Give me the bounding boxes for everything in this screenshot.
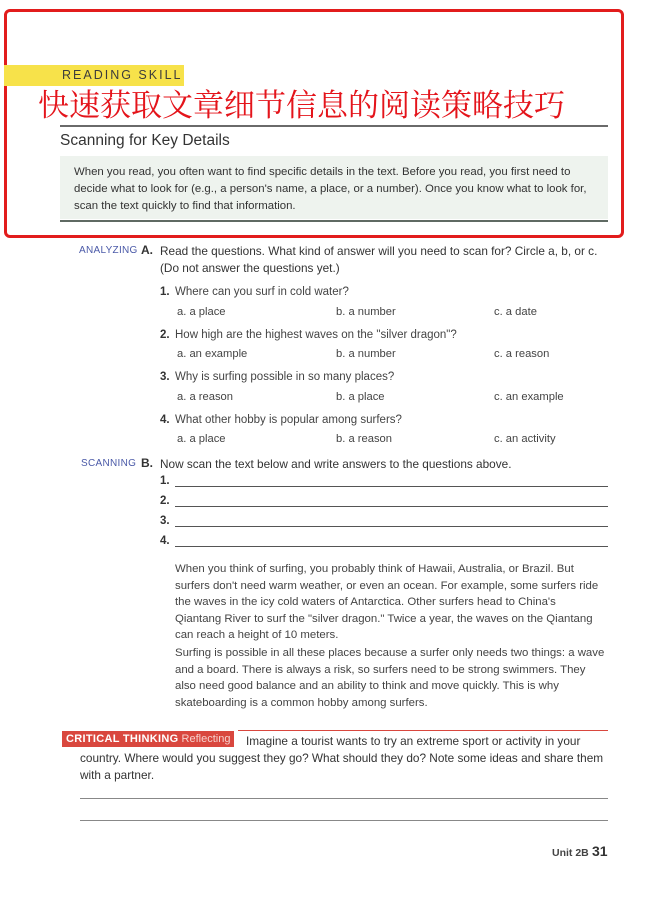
analyzing-label: ANALYZING (79, 245, 138, 256)
reading-paragraph-1: When you think of surfing, you probably think of Hawaii, Australia, or Brazil. But surfers don't need warm weather, or even an ocean. For example, some surfers ride the waves in the icy cold waters of Antarctica. Other surfers head to China's Qiantang River to surf the "silver dragon." Twice a year, the waves on the Qiantang can reach a height of 10 meters. (175, 563, 599, 641)
question-number: 1. (160, 286, 170, 298)
option-a[interactable]: a. an example (177, 348, 248, 360)
answer-number: 1. (160, 475, 170, 487)
scanning-label: SCANNING (81, 458, 137, 469)
question-number: 4. (160, 414, 170, 426)
question-text: Where can you surf in cold water? (175, 286, 349, 298)
critical-thinking-sublabel: Reflecting (181, 733, 231, 745)
option-a[interactable]: a. a reason (177, 391, 233, 403)
skill-text: When you read, you often want to find specific details in the text. Before you read, you first need to decide what to look for (e.g., a person's name, a place, or a number). Once you know what to look for, scan the text quickly to find that information. (74, 166, 587, 212)
question-number: 3. (160, 371, 170, 383)
activity-a-letter: A. (141, 243, 153, 257)
notes-line-2[interactable] (80, 820, 608, 821)
option-c[interactable]: c. a date (494, 306, 537, 318)
activity-b-instruction: Now scan the text below and write answers to the questions above. (160, 457, 512, 471)
reading-skill-tag: READING SKILL (4, 65, 184, 86)
answer-line-1[interactable] (175, 486, 608, 487)
unit-label: Unit 2B (552, 847, 589, 859)
divider (60, 220, 608, 222)
question-number: 2. (160, 329, 170, 341)
question-text: Why is surfing possible in so many places? (175, 371, 395, 383)
page-number: 31 (592, 843, 608, 859)
answer-number: 4. (160, 535, 170, 547)
notes-line-1[interactable] (80, 798, 608, 799)
option-b[interactable]: b. a number (336, 348, 396, 360)
option-a[interactable]: a. a place (177, 306, 226, 318)
question-text: What other hobby is popular among surfers? (175, 414, 402, 426)
skill-title: Scanning for Key Details (60, 132, 230, 149)
activity-b-letter: B. (141, 456, 153, 470)
reading-paragraph-2: Surfing is possible in all these places because a surfer only needs two things: a wave and a board. There is always a risk, so surfers need to be strong swimmers. They also need good balance and an ability to think and move quickly. This is why skateboarding is a common hobby among surfers. (175, 647, 605, 709)
option-c[interactable]: c. a reason (494, 348, 550, 360)
option-c[interactable]: c. an example (494, 391, 564, 403)
chinese-annotation-title: 快速获取文章细节信息的阅读策略技巧 (38, 88, 565, 124)
option-b[interactable]: b. a number (336, 306, 396, 318)
option-a[interactable]: a. a place (177, 433, 226, 445)
option-b[interactable]: b. a place (336, 391, 385, 403)
divider (60, 125, 608, 127)
answer-number: 3. (160, 515, 170, 527)
critical-thinking-label: CRITICAL THINKING (66, 733, 179, 745)
answer-line-4[interactable] (175, 546, 608, 547)
critical-thinking-rule (238, 730, 608, 731)
answer-line-3[interactable] (175, 526, 608, 527)
option-c[interactable]: c. an activity (494, 433, 556, 445)
activity-a-instruction: Read the questions. What kind of answer will you need to scan for? Circle a, b, or c. (Do not answer the questions yet.) (160, 244, 598, 275)
question-text: How high are the highest waves on the "silver dragon"? (175, 329, 457, 341)
option-b[interactable]: b. a reason (336, 433, 392, 445)
critical-thinking-text: Imagine a tourist wants to try an extreme sport or activity in your country. Where would you suggest they go? What should they do? Note some ideas and share them with a partner. (80, 734, 604, 782)
answer-number: 2. (160, 495, 170, 507)
answer-line-2[interactable] (175, 506, 608, 507)
